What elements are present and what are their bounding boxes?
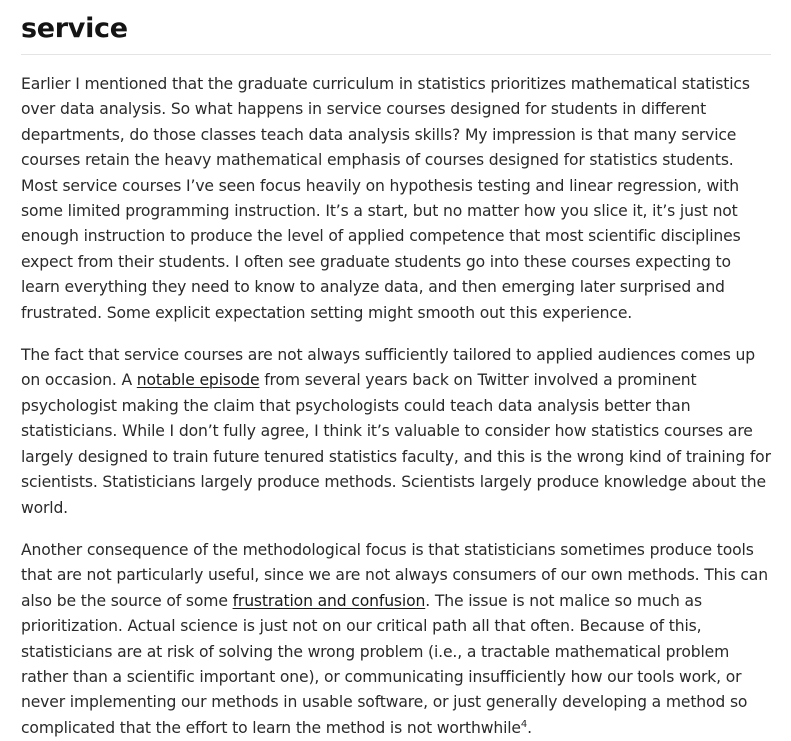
notable-episode-link[interactable]: notable episode — [136, 371, 260, 390]
paragraph-3-text-end: . — [527, 718, 532, 737]
paragraph-2-text-start: The fact that service courses are not always sufficiently tailored to applied audiences comes up on occasion. A — [21, 346, 756, 390]
paragraph-3-text-start: Another consequence of the methodological focus is that statisticians sometimes produce tools that are not particularly useful, since we are not always consumers of our own methods. This can also be the source of some — [21, 540, 768, 610]
heading-divider — [21, 54, 771, 55]
paragraph-2 — [21, 343, 771, 521]
paragraph-2-text-end: from several years back on Twitter involved a prominent psychologist making the claim that psychologists could teach data analysis better than statisticians. While I don’t fully agree, I think it’s valuable to consider how statistics courses are largely designed to train future tenured statistics faculty, and this is the wrong kind of training for scientists. Statisticians largely produce methods. Scientists largely produce knowledge about the world. — [21, 371, 771, 517]
section-heading: service — [21, 13, 128, 44]
paragraph-3-text-mid: . The issue is not malice so much as prioritization. Actual science is just not on our critical path all that often. Because of this, statisticians are at risk of solving the wrong problem (i.e., a tractable mathematical problem rather than a scientific important one), or communicating insufficiently how our tools work, or never implementing our methods in usable software, or just generally developing a method so complicated that the effort to learn the method is not worthwhile — [21, 591, 748, 737]
paragraph-1: Earlier I mentioned that the graduate curriculum in statistics prioritizes mathematical statistics over data analysis. So what happens in service courses designed for students in different departments, do those classes teach data analysis skills? My impression is that many service courses retain the heavy mathematical emphasis of courses designed for statistics students. Most service courses I’ve seen focus heavily on hypothesis testing and linear regression, with some limited programming instruction. It’s a start, but no matter how you slice it, it’s just not enough instruction to produce the level of applied competence that most scientific disciplines expect from their students. I often see graduate students go into these courses expecting to learn everything they need to know to analyze data, and then emerging later surprised and frustrated. Some explicit expectation setting might smooth out this experience. — [21, 75, 750, 322]
paragraph-3 — [21, 538, 771, 741]
footnote-marker[interactable]: 4 — [520, 718, 528, 730]
frustration-and-confusion-link[interactable]: frustration and confusion — [232, 591, 426, 610]
